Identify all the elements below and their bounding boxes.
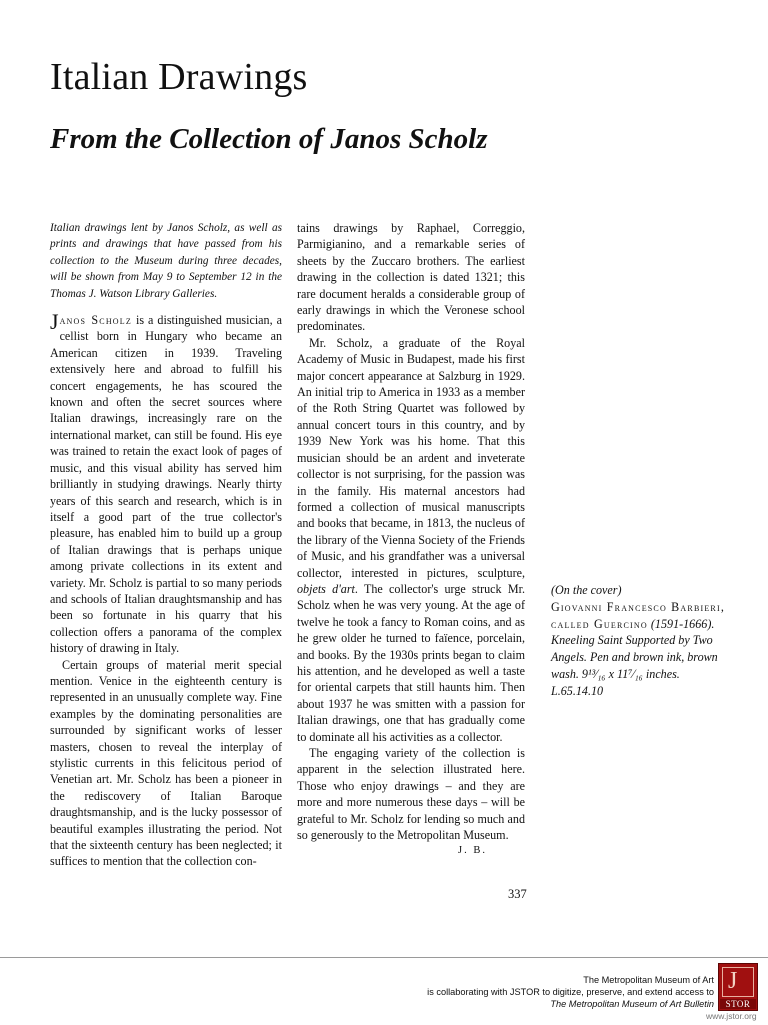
- body-paragraph-4-text-b: . The collector's urge struck Mr. Scholz when he was very young. At the age of twelve he took a fancy to Roman coins, and as he grew older he turned to faïence, porcelain, and books. By the 1930s prints began to claim his attention, and he developed as well a taste for oriental carpets that still haunts him. Then about 1937 he was smitten with a passion for Italian drawings, one that has gradually come to dominate all his activities as a collector.: [297, 581, 525, 744]
- footer-text: [427, 974, 714, 1010]
- caption-line-1: (On the cover): [551, 583, 622, 597]
- middle-column: [297, 220, 525, 860]
- caption-artist: Giovanni Francesco Barbieri, called Guercino: [551, 599, 726, 631]
- left-column: [50, 220, 282, 870]
- jstor-footer: [0, 957, 768, 1025]
- jstor-logo-frame: [722, 967, 754, 997]
- footer-line-2: is collaborating with JSTOR to digitize, preserve, and extend access to: [427, 987, 714, 997]
- jstor-logo-icon[interactable]: [718, 963, 758, 1011]
- footer-line-3: The Metropolitan Museum of Art Bulletin: [550, 999, 714, 1009]
- jstor-url-link[interactable]: www.jstor.org: [706, 1011, 757, 1021]
- page-subtitle: From the Collection of Janos Scholz: [50, 123, 488, 155]
- body-paragraph-4-text-a: Mr. Scholz, a graduate of the Royal Academy of Music in Budapest, made his first major concert appearance at Salzburg in 1929. An initial trip to America in 1933 as a member of the Roth String Quartet was followed by annual concert tours in this country, and by 1939 New York was his home. That this musician should be an ardent and inveterate collector is not surprising, for the passion was in the family. His maternal ancestors had formed a collection of musical manuscripts and books that became, in 1813, the nucleus of the library of the Vienna Society of the Friends of Music, and his grandfather was a universal collector, interested in pictures, sculpture,: [297, 335, 525, 580]
- footer-line-1: The Metropolitan Museum of Art: [583, 975, 714, 985]
- page-number: 337: [508, 887, 527, 901]
- page-title: Italian Drawings: [50, 56, 308, 98]
- author-initials: J. B.: [458, 845, 487, 857]
- body-paragraph-4: [297, 335, 525, 745]
- body-paragraph-4-italic: objets d'art: [297, 581, 355, 596]
- cover-caption: [551, 582, 726, 700]
- drop-cap: J: [50, 309, 59, 335]
- jstor-logo-glyph: J: [728, 968, 738, 994]
- jstor-logo-word: STOR: [720, 999, 756, 1009]
- body-paragraph-1-text: is a distinguished musician, a cellist born in Hungary who became an American citizen in 1939. Traveling extensively here and abroad to fulfill his concert engagements, he has scoured the known and often the secret sources where Italian drawings, increasingly rare on the international market, can still be found. His eye was trained to retain the exact look of pages of music, and this visual ability has served him brilliantly in studying drawings. Nearly thirty years of this search and research, which is in itself a good part of the true collector's pleasure, has enabled him to build up a group of Italian drawings that is perhaps unique among private collections in its extent and variety. Mr. Scholz is partial to so many periods and schools of Italian draughtsmanship and has been so fortunate in his quarry that his collection offers a panorama of the complex history of drawing in Italy.: [50, 313, 282, 656]
- caption-details: (1591-1666). Kneeling Saint Supported by Two Angels. Pen and brown ink, brown wash. 9¹³⁄₁₆ x 11⁷⁄₁₆ inches. L.65.14.10: [551, 616, 718, 698]
- body-paragraph-2: Certain groups of material merit special mention. Venice in the eighteenth century is represented in an unusually complete way. Fine examples by the dominating personalities are surrounded by significant works of lesser masters, chosen to reveal the interplay of stylistic currents in this felicitous period of Venetian art. Mr. Scholz has been a pioneer in the rediscovery of Italian Baroque draughtsmanship, and is the lucky possessor of beautiful examples illustrating the period. Not that the sixteenth century has been neglected; it suffices to mention that the collection con-: [50, 657, 282, 869]
- body-paragraph-1: [50, 309, 282, 657]
- caption-body: [551, 599, 726, 700]
- intro-paragraph: Italian drawings lent by Janos Scholz, as well as prints and drawings that have passed from his collection to the Museum during three decades, will be shown from May 9 to September 12 in the Thomas J. Watson Library Galleries.: [50, 222, 282, 300]
- body-paragraph-5: The engaging variety of the collection is apparent in the selection illustrated here. Those who enjoy drawings – and they are more and more numerous these days – will be grateful to Mr. Scholz for lending so much and so generously to the Metropolitan Museum.: [297, 746, 525, 843]
- lead-smallcaps: anos Scholz: [59, 313, 132, 328]
- body-paragraph-3: tains drawings by Raphael, Correggio, Parmigianino, and a remarkable series of sheets by the Zuccaro brothers. The earliest drawing in the collection is dated 1321; this rare document heralds a considerable group of early drawings in which the Veronese school predominates.: [297, 221, 525, 334]
